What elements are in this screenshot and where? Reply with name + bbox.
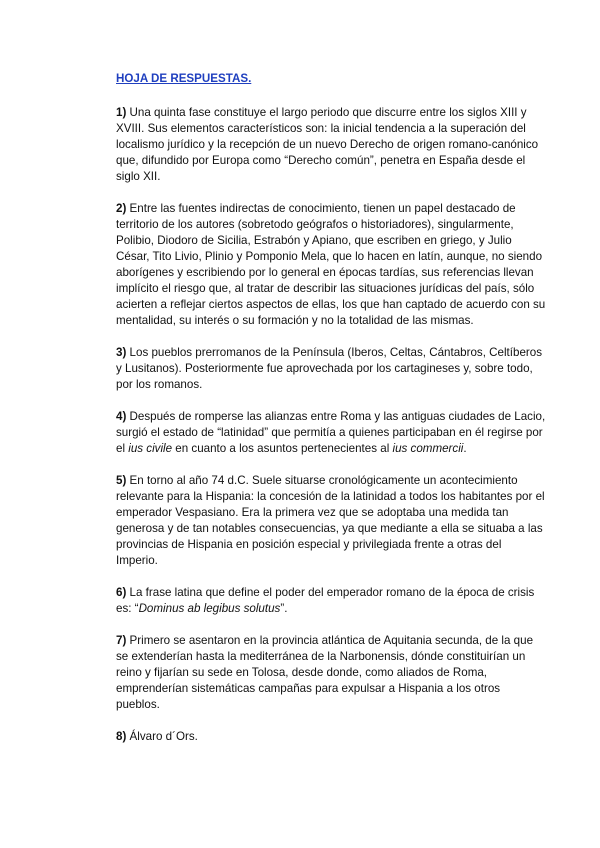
answer-number: 4) xyxy=(116,410,127,423)
answer-text-end: . xyxy=(463,442,467,455)
answer-text: Entre las fuentes indirectas de conocimiento, tienen un papel destacado de territorio de los autores (sobretodo geógrafos o historiadores), singularmente, Polibio, Diodoro de Sicilia, Estrabón y Apiano, que escriben en griego, y Julio César, Tito Livio, Plinio y Pomponio Mela, que lo hacen en latín, aunque, no siendo aborígenes y escribiendo por lo general en épocas tardías, sus referencias llevan implícito el riesgo que, al tratar de describir las situaciones jurídicas del país, sólo acierten a reflejar ciertos aspectos de ellas, los que han captado de acuerdo con su mentalidad, su interés o su formación y no la totalidad de las mismas. xyxy=(116,202,546,327)
latin-term-ius-commercii: ius commercii xyxy=(392,442,464,455)
answer-6 xyxy=(116,585,546,617)
answer-text: Álvaro d´Ors. xyxy=(129,730,198,743)
answer-number: 6) xyxy=(116,586,127,599)
answer-text: Después de romperse las alianzas entre Roma y las antiguas ciudades de Lacio, surgió el estado de “latinidad” que permitía a quienes participaban en él regirse por el xyxy=(116,410,546,455)
answer-text: Primero se asentaron en la provincia atlántica de Aquitania secunda, de la que se extenderían hasta la mediterránea de la Narbonensis, dónde constituirían un reino y fijarían su sede en Tolosa, desde donde, como aliados de Roma, emprenderían sistemáticas campañas para expulsar a Hispania a los otros pueblos. xyxy=(116,634,534,711)
answer-text: En torno al año 74 d.C. Suele situarse cronológicamente un acontecimiento relevante para la Hispania: la concesión de la latinidad a todos los habitantes por el emperador Vespasiano. Era la primera vez que se adoptaba una medida tan generosa y de tan notables consecuencias, ya que mediante a ella se situaba a las provincias de Hispania en posición especial y privilegiada frente a otras del Imperio. xyxy=(116,474,545,567)
answer-number: 8) xyxy=(116,730,127,743)
answer-number: 2) xyxy=(116,202,127,215)
answer-text: La frase latina que define el poder del emperador romano de la época de crisis es: “ xyxy=(116,586,535,615)
answer-4 xyxy=(116,409,546,457)
answer-number: 5) xyxy=(116,474,127,487)
answer-number: 3) xyxy=(116,346,127,359)
page-title: HOJA DE RESPUESTAS. xyxy=(116,72,252,85)
answer-3 xyxy=(116,345,546,393)
latin-term-ius-civile: ius civile xyxy=(128,442,173,455)
answer-text: Una quinta fase constituye el largo periodo que discurre entre los siglos XIII y XVIII. Sus elementos característicos son: la inicial tendencia a la superación del localismo jurídico y la recepción de un nuevo Derecho de origen romano-canónico que, difundido por Europa como “Derecho común”, penetra en España desde el siglo XII. xyxy=(116,106,539,183)
answer-number: 7) xyxy=(116,634,127,647)
answer-7 xyxy=(116,633,546,713)
answer-text-end: ”. xyxy=(280,602,288,615)
answer-text: Los pueblos prerromanos de la Península (Iberos, Celtas, Cántabros, Celtíberos y Lusitanos). Posteriormente fue aprovechada por los cartagineses y, sobre todo, por los romanos. xyxy=(116,346,542,391)
answer-5 xyxy=(116,473,546,569)
answer-8 xyxy=(116,729,546,745)
answer-number: 1) xyxy=(116,106,127,119)
latin-phrase: Dominus ab legibus solutus xyxy=(138,602,281,615)
answer-text-middle: en cuanto a los asuntos pertenecientes al xyxy=(172,442,393,455)
answer-2 xyxy=(116,201,546,329)
answer-1 xyxy=(116,105,546,185)
answer-sheet xyxy=(116,71,546,761)
